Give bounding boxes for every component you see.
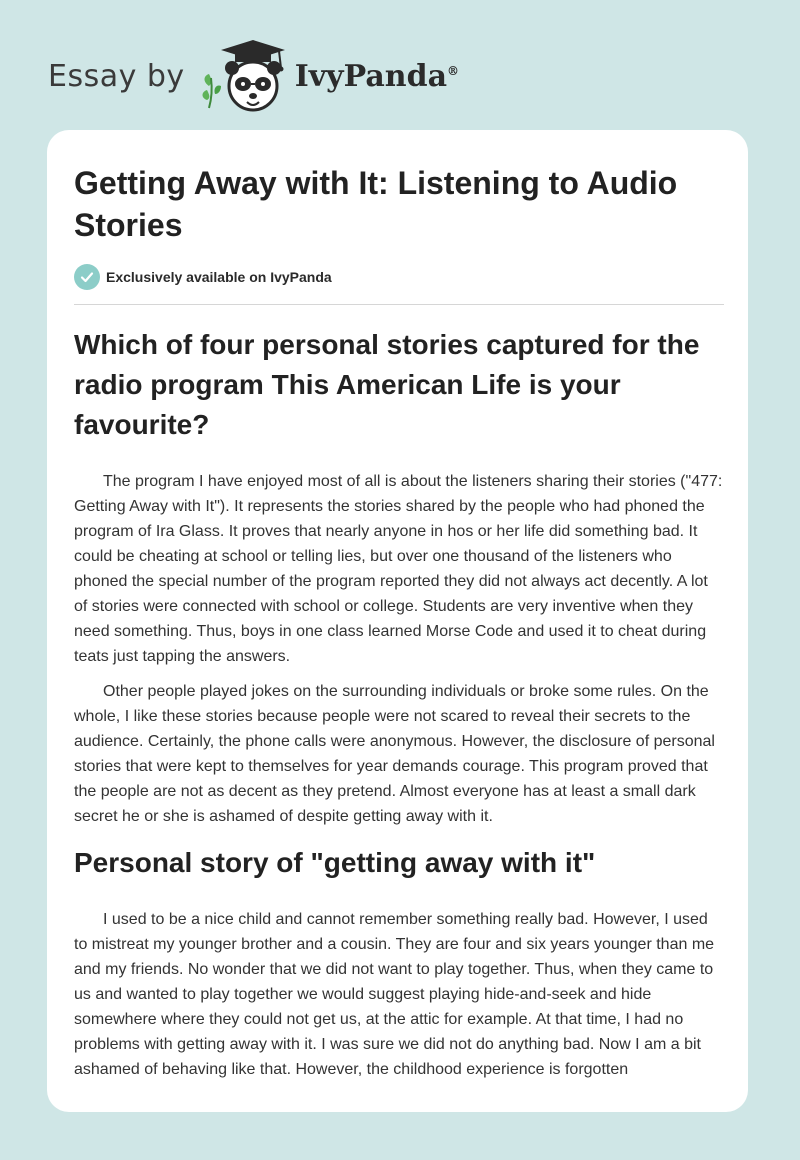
exclusive-label: Exclusively available on IvyPanda — [106, 269, 332, 285]
brand-name: IvyPanda® — [294, 58, 460, 94]
exclusive-badge — [74, 264, 724, 290]
section-heading: Which of four personal stories captured for the radio program This American Life is your favourite? — [74, 329, 700, 440]
paragraph: The program I have enjoyed most of all is about the listeners sharing their stories ("477: Getting Away with It"). It represents the stories shared by the people who had phoned the program of Ira Glass. It proves that nearly anyone in hos or her life did something bad. It could be cheating at school or telling lies, but over one thousand of the listeners who phoned the special number of the program reported they did not always act decently. A lot of stories were connected with school or college. Students are very inventive when they need something. Thus, boys in one class learned Morse Code and used it to cheat during teats just tapping the answers. — [74, 473, 723, 665]
article-card — [47, 130, 748, 1112]
paragraph: I used to be a nice child and cannot remember something really bad. However, I used to mistreat my younger brother and a cousin. They are four and six years younger than me and my friends. No wonder that we did not want to play together. Thus, when they came to us and wanted to play together we would suggest playing hide-and-seek and hide somewhere where they could not get us, at the attic for example. At that time, I had no problems with getting away with it. I was sure we did not do anything bad. Now I am a bit ashamed of behaving like that. However, the childhood experience is forgotten — [74, 911, 715, 1078]
panda-graduate-icon — [199, 38, 291, 114]
brand-header[interactable] — [48, 36, 459, 116]
paragraph: Other people played jokes on the surrounding individuals or broke some rules. On the whole, I like these stories because people were not scared to reveal their secrets to the audience. Certainly, the phone calls were anonymous. However, the disclosure of personal stories that were kept to themselves for year demands courage. This program proved that the people are not as decent as they pretend. Almost everyone has at least a small dark secret he or she is ashamed of despite getting away with it. — [74, 683, 715, 825]
essay-by-label: Essay by — [48, 58, 185, 94]
check-circle-icon — [74, 264, 100, 290]
divider — [74, 304, 724, 305]
page-title: Getting Away with It: Listening to Audio Stories — [74, 165, 678, 243]
section-heading: Personal story of "getting away with it" — [74, 847, 596, 878]
